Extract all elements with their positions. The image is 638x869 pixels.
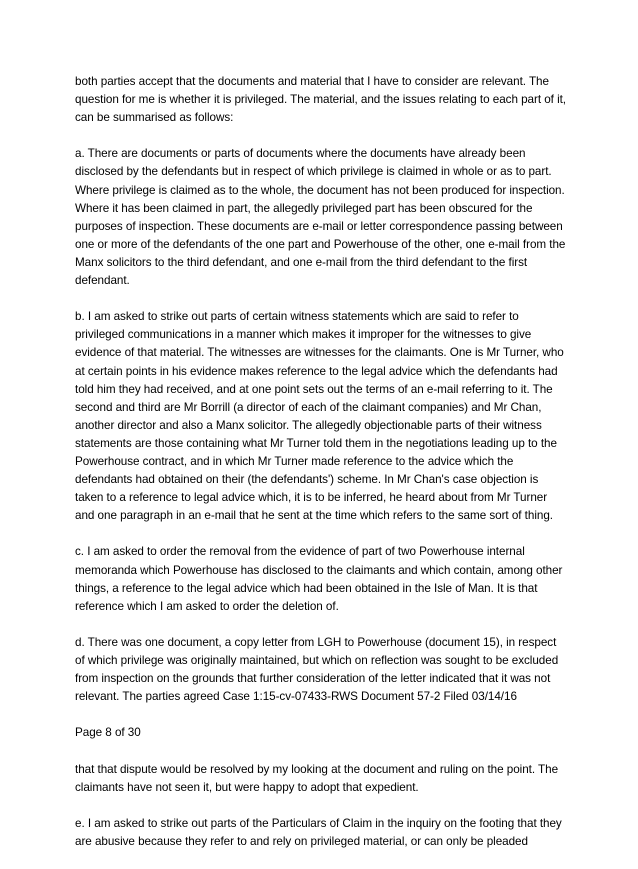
paragraph-continuation: that that dispute would be resolved by my looking at the document and ruling on the point. The claimants have not seen it, but were happy to adopt that expedient. [75, 762, 559, 794]
paragraph-c: c. I am asked to order the removal from the evidence of part of two Powerhouse internal memoranda which Powerhouse has disclosed to the claimants and which contain, among other things, a reference to the legal advice which had been obtained in the Isle of Man. It is that reference which I am asked to order the deletion of. [75, 545, 563, 613]
paragraph-d: d. There was one document, a copy letter from LGH to Powerhouse (document 15), in respect of which privilege was originally maintained, but which on reflection was sought to be excluded from inspection on the grounds that further consideration of the letter indicated that it was not relevant. The parties agreed Case 1:15-cv-07433-RWS Document 57-2 Filed 03/14/16 [75, 635, 559, 704]
paragraph-a: a. There are documents or parts of documents where the documents have already been disclosed by the defendants but in respect of which privilege is claimed in whole or as to part. Where privilege is claimed as to the whole, the document has not been produced for inspection. Where it has been claimed in part, the allegedly privileged part has been obscured for the purposes of inspection. These documents are e-mail or letter correspondence passing between one or more of the defendants of the one part and Powerhouse of the other, one e-mail from the Manx solicitors to the third defendant, and one e-mail from the third defendant to the first defendant. [75, 147, 566, 288]
paragraph-intro: both parties accept that the documents and material that I have to consider are relevant. The question for me is whether it is privileged. The material, and the issues relating to each part of it, can be summarised as follows: [75, 75, 567, 125]
document-page [75, 73, 567, 869]
page-number: Page 8 of 30 [75, 726, 141, 740]
paragraph-b: b. I am asked to strike out parts of certain witness statements which are said to refer to privileged communications in a manner which makes it improper for the witnesses to give evidence of that material. The witnesses are witnesses for the claimants. One is Mr Turner, who at certain points in his evidence makes reference to the legal advice which the defendants had told him they had received, and at one point sets out the terms of an e-mail referring to it. The second and third are Mr Borrill (a director of each of the claimant companies) and Mr Chan, another director and also a Manx solicitor. The allegedly objectionable parts of their witness statements are those containing what Mr Turner told them in the negotiations leading up to the Powerhouse contract, and in which Mr Turner made reference to the advice which the defendants had obtained on their (the defendants') scheme. In Mr Chan's case objection is taken to a reference to legal advice which, it is to be inferred, he heard about from Mr Turner and one paragraph in an e-mail that he sent at the time which refers to the same sort of thing. [75, 310, 564, 523]
paragraph-e: e. I am asked to strike out parts of the Particulars of Claim in the inquiry on the footing that they are abusive because they refer to and rely on privileged material, or can only be pleaded [75, 816, 562, 848]
